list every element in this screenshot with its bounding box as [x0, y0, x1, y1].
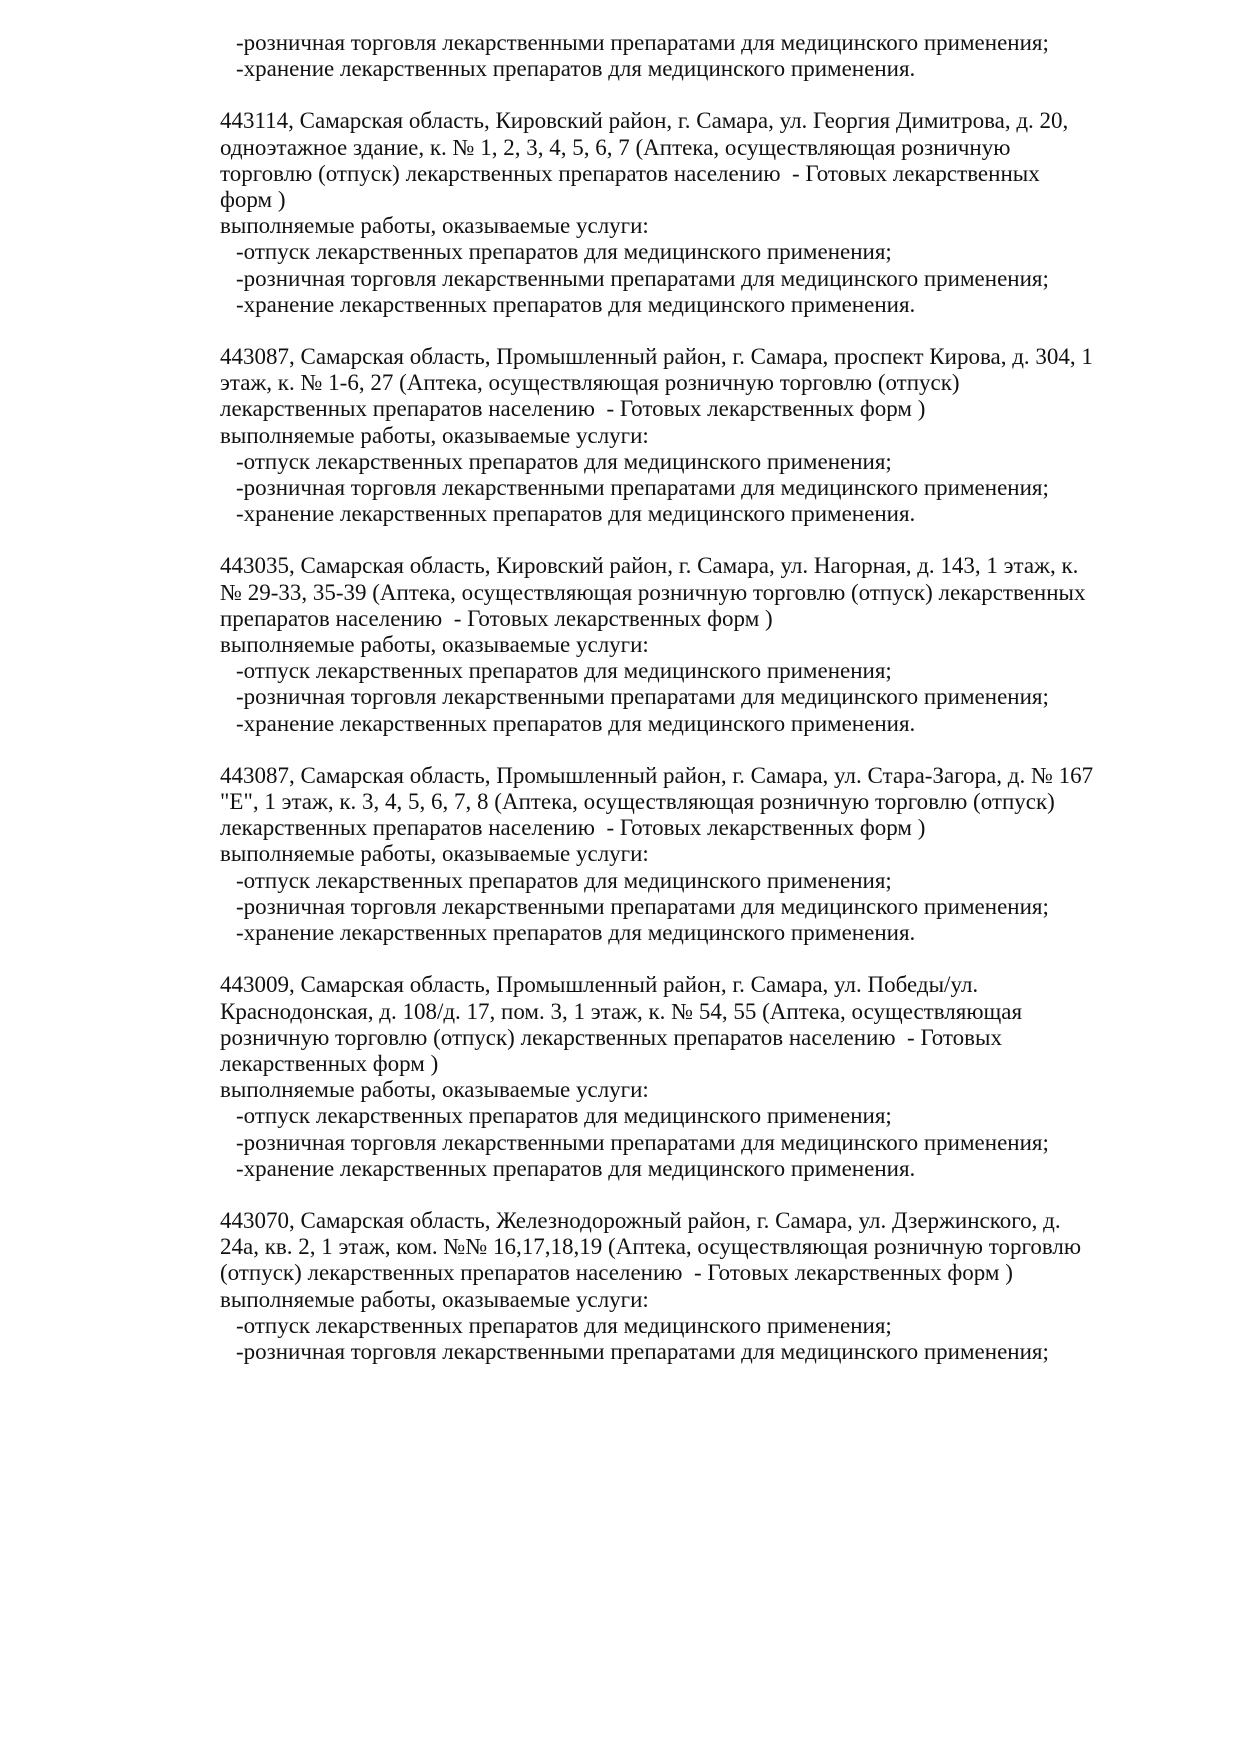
- service-item: -розничная торговля лекарственными препаратами для медицинского применения;: [236, 1129, 1049, 1155]
- service-item: -отпуск лекарственных препаратов для медицинского применения;: [236, 658, 892, 684]
- address-line: 443070, Самарская область, Железнодорожный район, г. Самара, ул. Дзержинского, д.: [220, 1207, 1061, 1233]
- services-label: выполняемые работы, оказываемые услуги:: [220, 841, 649, 867]
- pharmacy-entry: [220, 972, 1180, 1182]
- service-item: -розничная торговля лекарственными препаратами для медицинского применения;: [236, 1338, 1049, 1364]
- service-item: -розничная торговля лекарственными препаратами для медицинского применения;: [236, 893, 1049, 919]
- service-item: -отпуск лекарственных препаратов для медицинского применения;: [236, 448, 892, 474]
- service-item: -хранение лекарственных препаратов для медицинского применения.: [236, 56, 916, 82]
- address-line: Краснодонская, д. 108/д. 17, пом. 3, 1 этаж, к. № 54, 55 (Аптека, осуществляющая: [220, 998, 1023, 1024]
- address-line: (отпуск) лекарственных препаратов населению - Готовых лекарственных форм ): [220, 1260, 1013, 1286]
- address-line: 443035, Самарская область, Кировский район, г. Самара, ул. Нагорная, д. 143, 1 этаж, к.: [220, 553, 1079, 579]
- document-page: [220, 30, 1180, 1391]
- lead-services: [220, 30, 1180, 82]
- service-item: -розничная торговля лекарственными препаратами для медицинского применения;: [236, 475, 1049, 501]
- services-label: выполняемые работы, оказываемые услуги:: [220, 213, 649, 239]
- address-line: 443087, Самарская область, Промышленный район, г. Самара, ул. Стара-Загора, д. № 167: [220, 762, 1094, 788]
- address-line: 443087, Самарская область, Промышленный район, г. Самара, проспект Кирова, д. 304, 1: [220, 344, 1093, 370]
- license-entries: [220, 108, 1180, 1365]
- service-item: -отпуск лекарственных препаратов для медицинского применения;: [236, 1103, 892, 1129]
- address-line: лекарственных препаратов населению - Готовых лекарственных форм ): [220, 815, 926, 841]
- services-label: выполняемые работы, оказываемые услуги:: [220, 632, 649, 658]
- address-line: "Е", 1 этаж, к. 3, 4, 5, 6, 7, 8 (Аптека, осуществляющая розничную торговлю (отпуск): [220, 789, 1055, 815]
- services-label: выполняемые работы, оказываемые услуги:: [220, 1077, 649, 1103]
- address-line: 24а, кв. 2, 1 этаж, ком. №№ 16,17,18,19 (Аптека, осуществляющая розничную торговлю: [220, 1234, 1082, 1260]
- services-label: выполняемые работы, оказываемые услуги:: [220, 1286, 649, 1312]
- address-line: лекарственных форм ): [220, 1050, 439, 1076]
- address-line: одноэтажное здание, к. № 1, 2, 3, 4, 5, 6, 7 (Аптека, осуществляющая розничную: [220, 134, 1011, 160]
- services-label: выполняемые работы, оказываемые услуги:: [220, 422, 649, 448]
- service-item: -хранение лекарственных препаратов для медицинского применения.: [236, 291, 916, 317]
- service-item: -хранение лекарственных препаратов для медицинского применения.: [236, 920, 916, 946]
- service-item: -отпуск лекарственных препаратов для медицинского применения;: [236, 867, 892, 893]
- address-line: 443114, Самарская область, Кировский район, г. Самара, ул. Георгия Димитрова, д. 20,: [220, 108, 1069, 134]
- address-line: торговлю (отпуск) лекарственных препаратов населению - Готовых лекарственных: [220, 160, 1040, 186]
- service-item: -хранение лекарственных препаратов для медицинского применения.: [236, 1155, 916, 1181]
- service-item: -отпуск лекарственных препаратов для медицинского применения;: [236, 1312, 892, 1338]
- service-item: -розничная торговля лекарственными препаратами для медицинского применения;: [236, 265, 1049, 291]
- address-line: препаратов населению - Готовых лекарственных форм ): [220, 605, 773, 631]
- address-line: лекарственных препаратов населению - Готовых лекарственных форм ): [220, 396, 926, 422]
- address-line: 443009, Самарская область, Промышленный район, г. Самара, ул. Победы/ул.: [220, 972, 979, 998]
- service-item: -отпуск лекарственных препаратов для медицинского применения;: [236, 239, 892, 265]
- pharmacy-entry: [220, 1208, 1180, 1365]
- pharmacy-entry: [220, 553, 1180, 736]
- address-line: этаж, к. № 1-6, 27 (Аптека, осуществляющая розничную торговлю (отпуск): [220, 370, 960, 396]
- pharmacy-entry: [220, 344, 1180, 527]
- service-item: -хранение лекарственных препаратов для медицинского применения.: [236, 501, 916, 527]
- address-line: розничную торговлю (отпуск) лекарственных препаратов населению - Готовых: [220, 1024, 1002, 1050]
- service-item: -розничная торговля лекарственными препаратами для медицинского применения;: [236, 684, 1049, 710]
- service-item: -хранение лекарственных препаратов для медицинского применения.: [236, 710, 916, 736]
- pharmacy-entry: [220, 763, 1180, 946]
- pharmacy-entry: [220, 108, 1180, 318]
- address-line: № 29-33, 35-39 (Аптека, осуществляющая розничную торговлю (отпуск) лекарственных: [220, 579, 1086, 605]
- address-line: форм ): [220, 187, 286, 213]
- service-item: -розничная торговля лекарственными препаратами для медицинского применения;: [236, 30, 1049, 55]
